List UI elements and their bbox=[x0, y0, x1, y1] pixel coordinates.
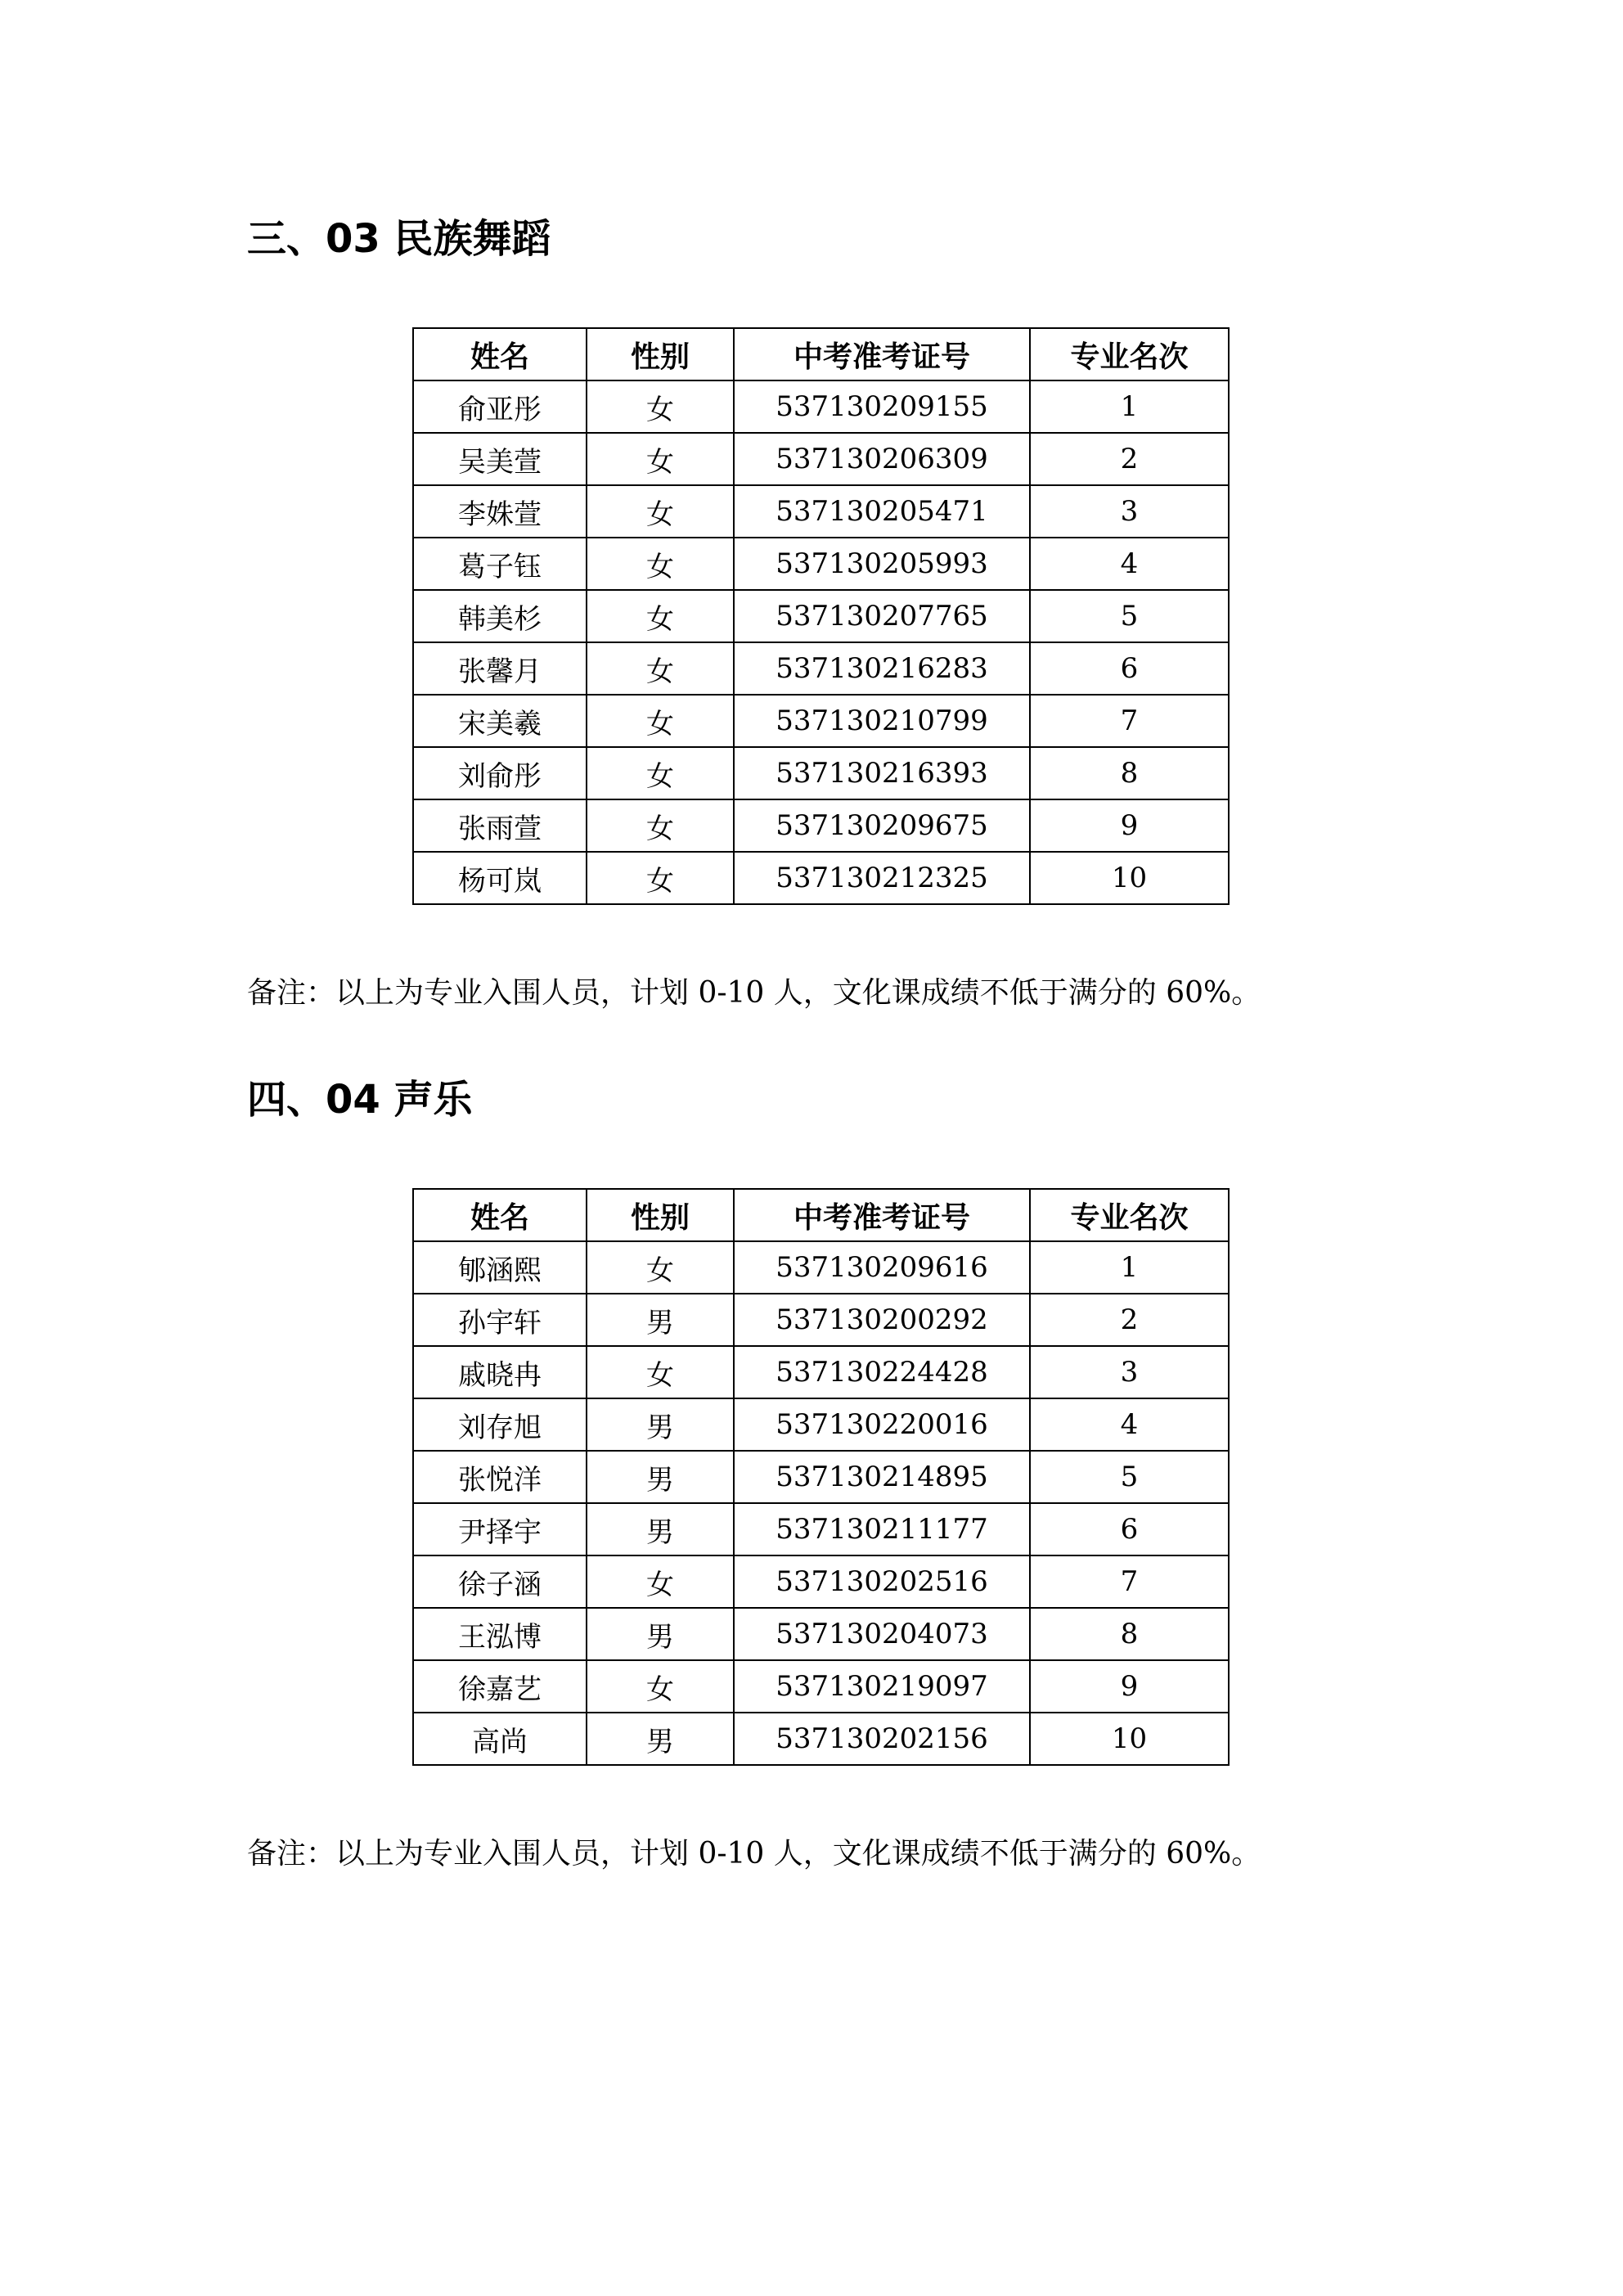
column-header-gender: 性别 bbox=[587, 328, 734, 380]
section-heading: 三、03 民族舞蹈 bbox=[247, 216, 551, 262]
cell-rank: 1 bbox=[1030, 1241, 1229, 1294]
table-row bbox=[413, 538, 1229, 590]
cell-name: 张雨萱 bbox=[413, 799, 587, 852]
table-row bbox=[413, 1398, 1229, 1451]
cell-rank: 2 bbox=[1030, 433, 1229, 485]
cell-gender: 女 bbox=[587, 799, 734, 852]
cell-exam-id: 537130207765 bbox=[734, 590, 1030, 642]
section-note: 备注：以上为专业入围人员，计划 0-10 人，文化课成绩不低于满分的 60%。 bbox=[247, 976, 1261, 1010]
cell-exam-id: 537130220016 bbox=[734, 1398, 1030, 1451]
cell-exam-id: 537130212325 bbox=[734, 852, 1030, 904]
table-row bbox=[413, 642, 1229, 695]
cell-gender: 女 bbox=[587, 1346, 734, 1398]
cell-rank: 10 bbox=[1030, 852, 1229, 904]
table-row bbox=[413, 1294, 1229, 1346]
cell-gender: 女 bbox=[587, 590, 734, 642]
cell-name: 李姝萱 bbox=[413, 485, 587, 538]
table-row bbox=[413, 590, 1229, 642]
table-header-row bbox=[413, 328, 1229, 380]
cell-name: 张悦洋 bbox=[413, 1451, 587, 1503]
cell-gender: 女 bbox=[587, 1555, 734, 1608]
cell-gender: 女 bbox=[587, 747, 734, 799]
cell-name: 尹择宇 bbox=[413, 1503, 587, 1555]
cell-rank: 7 bbox=[1030, 1555, 1229, 1608]
cell-name: 吴美萱 bbox=[413, 433, 587, 485]
column-header-rank: 专业名次 bbox=[1030, 1189, 1229, 1241]
cell-rank: 8 bbox=[1030, 747, 1229, 799]
table-row bbox=[413, 485, 1229, 538]
roster-table bbox=[412, 1188, 1230, 1766]
cell-gender: 女 bbox=[587, 1241, 734, 1294]
cell-rank: 4 bbox=[1030, 538, 1229, 590]
cell-gender: 女 bbox=[587, 538, 734, 590]
cell-rank: 3 bbox=[1030, 1346, 1229, 1398]
cell-gender: 女 bbox=[587, 433, 734, 485]
cell-name: 刘俞彤 bbox=[413, 747, 587, 799]
cell-name: 刘存旭 bbox=[413, 1398, 587, 1451]
table-row bbox=[413, 1713, 1229, 1765]
cell-rank: 6 bbox=[1030, 1503, 1229, 1555]
cell-name: 徐嘉艺 bbox=[413, 1660, 587, 1713]
cell-name: 戚晓冉 bbox=[413, 1346, 587, 1398]
table-row bbox=[413, 1346, 1229, 1398]
cell-rank: 9 bbox=[1030, 1660, 1229, 1713]
cell-rank: 5 bbox=[1030, 1451, 1229, 1503]
cell-gender: 男 bbox=[587, 1608, 734, 1660]
table-row bbox=[413, 380, 1229, 433]
cell-gender: 女 bbox=[587, 852, 734, 904]
cell-rank: 1 bbox=[1030, 380, 1229, 433]
cell-name: 张馨月 bbox=[413, 642, 587, 695]
table-row bbox=[413, 695, 1229, 747]
cell-gender: 男 bbox=[587, 1398, 734, 1451]
cell-exam-id: 537130209155 bbox=[734, 380, 1030, 433]
column-header-name: 姓名 bbox=[413, 1189, 587, 1241]
roster-table bbox=[412, 327, 1230, 905]
cell-exam-id: 537130214895 bbox=[734, 1451, 1030, 1503]
cell-name: 徐子涵 bbox=[413, 1555, 587, 1608]
cell-exam-id: 537130209675 bbox=[734, 799, 1030, 852]
table-row bbox=[413, 1241, 1229, 1294]
column-header-rank: 专业名次 bbox=[1030, 328, 1229, 380]
cell-gender: 男 bbox=[587, 1294, 734, 1346]
cell-exam-id: 537130205471 bbox=[734, 485, 1030, 538]
cell-rank: 3 bbox=[1030, 485, 1229, 538]
cell-rank: 7 bbox=[1030, 695, 1229, 747]
column-header-exam-id: 中考准考证号 bbox=[734, 328, 1030, 380]
cell-gender: 男 bbox=[587, 1451, 734, 1503]
cell-exam-id: 537130216393 bbox=[734, 747, 1030, 799]
table-row bbox=[413, 1451, 1229, 1503]
cell-rank: 8 bbox=[1030, 1608, 1229, 1660]
cell-exam-id: 537130205993 bbox=[734, 538, 1030, 590]
cell-name: 葛子钰 bbox=[413, 538, 587, 590]
cell-gender: 女 bbox=[587, 642, 734, 695]
cell-rank: 9 bbox=[1030, 799, 1229, 852]
section-note: 备注：以上为专业入围人员，计划 0-10 人，文化课成绩不低于满分的 60%。 bbox=[247, 1837, 1261, 1871]
cell-rank: 5 bbox=[1030, 590, 1229, 642]
table-row bbox=[413, 852, 1229, 904]
cell-exam-id: 537130202516 bbox=[734, 1555, 1030, 1608]
cell-gender: 女 bbox=[587, 380, 734, 433]
cell-name: 杨可岚 bbox=[413, 852, 587, 904]
column-header-exam-id: 中考准考证号 bbox=[734, 1189, 1030, 1241]
table-row bbox=[413, 799, 1229, 852]
section-heading: 四、04 声乐 bbox=[247, 1077, 473, 1123]
cell-exam-id: 537130210799 bbox=[734, 695, 1030, 747]
cell-exam-id: 537130216283 bbox=[734, 642, 1030, 695]
cell-gender: 女 bbox=[587, 1660, 734, 1713]
table-row bbox=[413, 1503, 1229, 1555]
cell-gender: 男 bbox=[587, 1503, 734, 1555]
cell-name: 郇涵熙 bbox=[413, 1241, 587, 1294]
table-row bbox=[413, 1555, 1229, 1608]
table-row bbox=[413, 1660, 1229, 1713]
cell-rank: 6 bbox=[1030, 642, 1229, 695]
cell-exam-id: 537130200292 bbox=[734, 1294, 1030, 1346]
table-header-row bbox=[413, 1189, 1229, 1241]
cell-name: 王泓博 bbox=[413, 1608, 587, 1660]
cell-exam-id: 537130204073 bbox=[734, 1608, 1030, 1660]
cell-exam-id: 537130209616 bbox=[734, 1241, 1030, 1294]
cell-gender: 女 bbox=[587, 695, 734, 747]
cell-rank: 10 bbox=[1030, 1713, 1229, 1765]
cell-name: 韩美杉 bbox=[413, 590, 587, 642]
cell-name: 孙宇轩 bbox=[413, 1294, 587, 1346]
table-row bbox=[413, 433, 1229, 485]
cell-gender: 男 bbox=[587, 1713, 734, 1765]
cell-exam-id: 537130202156 bbox=[734, 1713, 1030, 1765]
column-header-gender: 性别 bbox=[587, 1189, 734, 1241]
table-row bbox=[413, 747, 1229, 799]
cell-exam-id: 537130211177 bbox=[734, 1503, 1030, 1555]
cell-name: 宋美羲 bbox=[413, 695, 587, 747]
cell-rank: 4 bbox=[1030, 1398, 1229, 1451]
cell-name: 俞亚彤 bbox=[413, 380, 587, 433]
cell-name: 高尚 bbox=[413, 1713, 587, 1765]
cell-exam-id: 537130224428 bbox=[734, 1346, 1030, 1398]
cell-exam-id: 537130219097 bbox=[734, 1660, 1030, 1713]
column-header-name: 姓名 bbox=[413, 328, 587, 380]
table-row bbox=[413, 1608, 1229, 1660]
cell-exam-id: 537130206309 bbox=[734, 433, 1030, 485]
cell-rank: 2 bbox=[1030, 1294, 1229, 1346]
cell-gender: 女 bbox=[587, 485, 734, 538]
